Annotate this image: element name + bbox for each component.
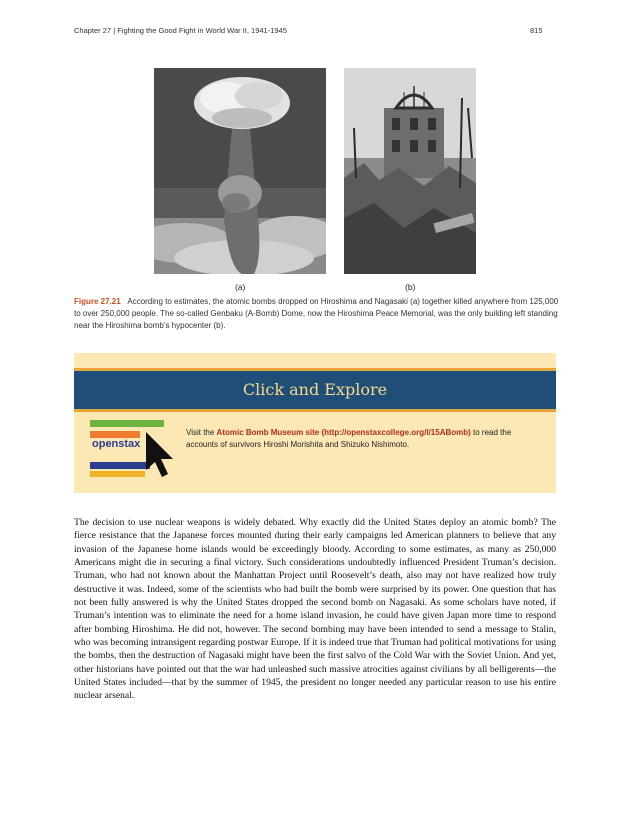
explore-text-after: to read the accounts of survivors Hiroshi Morishita and Shizuko Nishimoto. [186,428,512,449]
figure-label-a: (a) [235,282,246,292]
openstax-logo [90,420,190,480]
body-paragraph: The decision to use nuclear weapons is widely debated. Why exactly did the United States deploy an atomic bomb? The fierce resistance that the Japanese forces mounted during their early campaigns led American planners to believe that any invasion of the Japanese home islands would be exceedingly bloody. According to some estimates, as many as 250,000 Americans might die in securing a final victory. Such considerations undoubtedly influenced President Truman’s decision. Truman, who had not known about the Manhattan Project until Roosevelt’s death, also may not have realized how truly destructive it was. Indeed, some of the scientists who had built the bomb were surprised by its power. One question that has not been fully answered is why the United States dropped the second bomb on Nagasaki. As some scholars have noted, if Truman’s intention was to eliminate the need for a home island invasion, he could have given Japan more time to respond after bombing Hiroshima. He did not, however. The second bombing may have been intended to send a message to Stalin, who was becoming intransigent regarding postwar Europe. If it is indeed true that Truman had political motivations for using the bombs, then the destruction of Nagasaki might have been the first salvo of the Cold War with the Soviet Union. And yet, other historians have pointed out that the war had unleashed such massive atrocities against civilians by all belligerents—the United States included—that by the summer of 1945, the president no longer needed any particular reason to use his entire nuclear arsenal. [74,517,556,702]
mushroom-cloud-photo [154,68,326,274]
figure-number: Figure 27.21 [74,297,121,306]
explore-text-before: Visit the [186,428,217,437]
explore-text [186,427,541,451]
atomic-bomb-museum-link[interactable]: Atomic Bomb Museum site (http://openstaxcollege.org/l/15ABomb) [216,428,471,437]
page-number: 815 [530,26,543,35]
figure-caption-text: According to estimates, the atomic bombs dropped on Hiroshima and Nagasaki (a) together killed anywhere from 125,000 to over 250,000 people. The so-called Genbaku (A-Bomb) Dome, now the Hiroshima Peace Memorial, was the only building left standing near the Hiroshima bomb’s hypocenter (b). [74,297,559,330]
figure-label-b: (b) [405,282,416,292]
explore-title-bar [74,368,556,412]
openstax-logo-text: openstax [92,438,141,450]
genbaku-dome-photo [344,68,476,274]
figure-caption [74,296,564,332]
explore-title: Click and Explore [242,380,388,399]
click-and-explore-box [74,353,556,493]
running-header: Chapter 27 | Fighting the Good Fight in World War II, 1941-1945 [74,26,287,35]
